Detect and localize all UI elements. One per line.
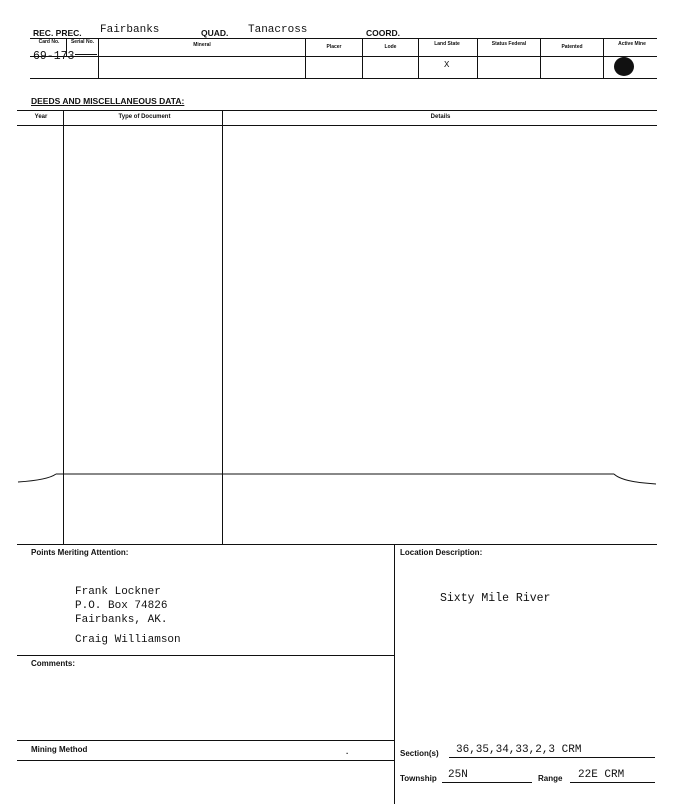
quad-value: Tanacross — [248, 24, 308, 36]
mining-rule-bottom — [17, 760, 394, 761]
points-line-2: P.O. Box 74826 — [75, 600, 168, 612]
rec-prec-value: Fairbanks — [100, 24, 160, 36]
comments-label: Comments: — [31, 659, 76, 668]
col-serial-no: Serial No. — [70, 39, 95, 45]
col-patented: Patented — [561, 44, 583, 50]
township-underline — [442, 782, 532, 783]
sections-value: 36,35,34,33,2,3 CRM — [456, 744, 582, 756]
sections-underline — [449, 757, 655, 758]
card-no-underline — [75, 54, 97, 55]
header-rule-bottom — [30, 78, 657, 79]
location-value: Sixty Mile River — [440, 592, 551, 605]
points-label: Points Meriting Attention: — [31, 548, 129, 557]
col-divider — [305, 38, 306, 78]
township-value: 25N — [448, 769, 468, 781]
deeds-rule-header — [17, 125, 657, 126]
points-line-1: Frank Lockner — [75, 586, 161, 598]
col-lode: Lode — [384, 44, 397, 50]
deeds-rule-top — [17, 110, 657, 111]
points-line-4: Craig Williamson — [75, 634, 181, 646]
col-land-state: Land State — [434, 41, 460, 47]
mining-method-label: Mining Method — [31, 745, 88, 754]
comments-rule — [17, 655, 394, 656]
col-mineral: Mineral — [193, 42, 211, 48]
card-no-value: 69-173 — [33, 50, 75, 63]
rec-prec-label: REC. PREC. — [33, 28, 82, 38]
sections-label: Section(s) — [400, 749, 439, 758]
mining-method-mark: . — [346, 747, 349, 756]
deeds-year-header: Year — [34, 114, 48, 120]
deeds-type-header: Type of Document — [118, 114, 171, 120]
quad-label: QUAD. — [201, 28, 229, 38]
col-divider — [540, 38, 541, 78]
col-active-mine: Active Mine — [618, 41, 646, 47]
points-line-3: Fairbanks, AK. — [75, 614, 168, 626]
coord-label: COORD. — [366, 28, 400, 38]
deeds-details-header: Details — [430, 114, 451, 120]
header-rule-top — [30, 38, 657, 39]
header-rule-mid — [30, 56, 657, 57]
col-placer: Placer — [326, 44, 342, 50]
col-divider — [362, 38, 363, 78]
col-divider — [477, 38, 478, 78]
active-mine-dot — [614, 57, 634, 76]
bottom-center-divider — [394, 544, 395, 804]
col-status-federal: Status Federal — [491, 41, 527, 47]
deeds-section-title: DEEDS AND MISCELLANEOUS DATA: — [31, 96, 185, 106]
col-divider — [603, 38, 604, 78]
range-underline — [570, 782, 655, 783]
mining-rule-top — [17, 740, 394, 741]
location-label: Location Description: — [400, 548, 483, 557]
bottom-rule-top — [17, 544, 657, 545]
fold-crease — [0, 468, 678, 490]
col-divider — [418, 38, 419, 78]
col-card-no: Card No. — [38, 39, 60, 45]
land-state-mark: X — [444, 60, 450, 70]
range-value: 22E CRM — [578, 769, 625, 781]
range-label: Range — [538, 774, 563, 783]
township-label: Township — [400, 774, 437, 783]
